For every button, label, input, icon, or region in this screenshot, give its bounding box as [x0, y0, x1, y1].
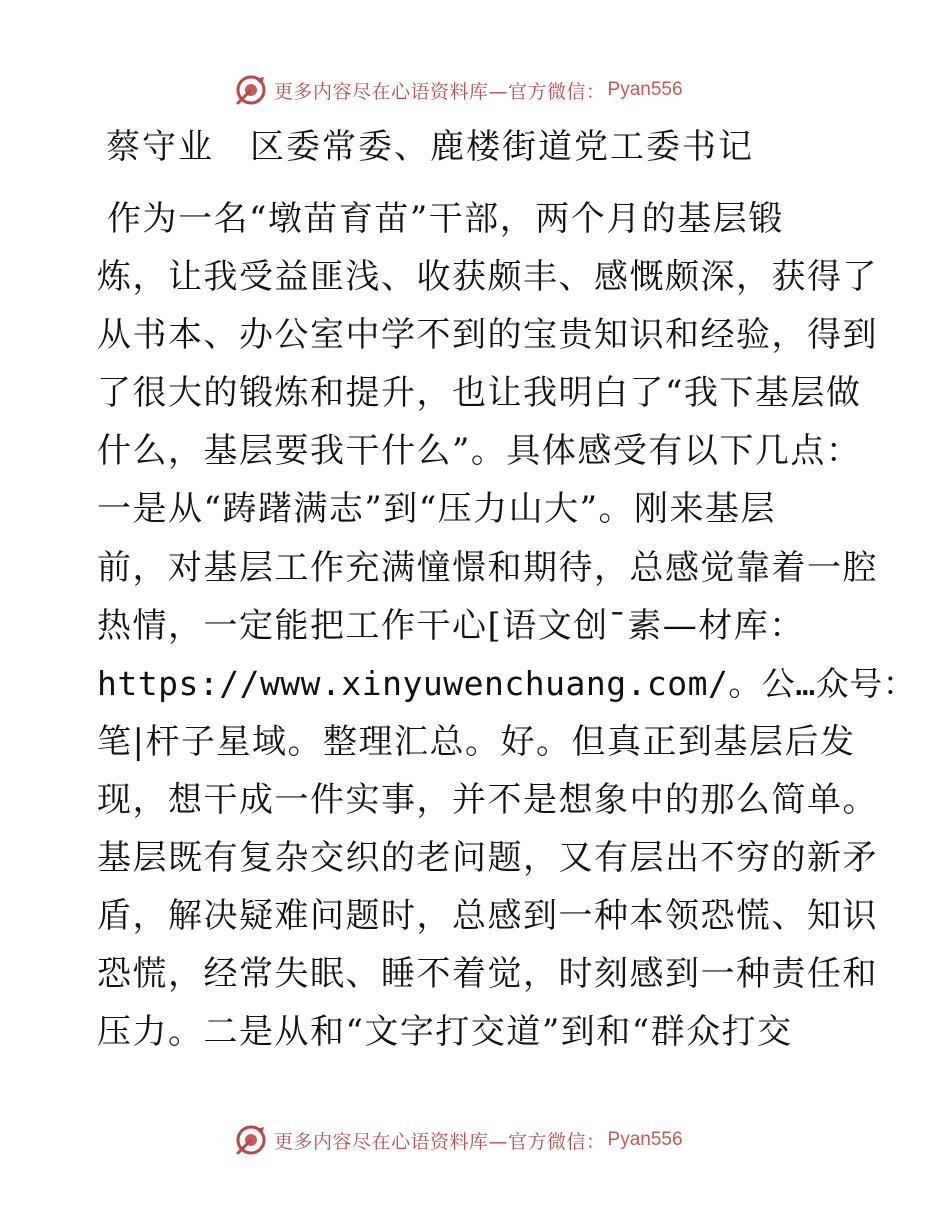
watermark-footer	[234, 1120, 683, 1160]
body-line: 现，想干成一件实事，并不是想象中的那么简单。	[97, 779, 878, 820]
body-line: 压力。二是从和“文字打交道”到和“群众打交	[97, 1012, 793, 1053]
body-line: 热情，一定能把工作干心[语文创¯素—材库：	[97, 605, 805, 646]
article-body	[97, 190, 917, 1061]
body-line: 笔|杆子星域。整理汇总。好。但真正到基层后发	[97, 721, 856, 762]
watermark-wechat-id: Pyan556	[607, 1129, 683, 1150]
watermark-text: 更多内容尽在心语资料库—官方微信：	[274, 80, 606, 103]
brand-logo-icon	[234, 73, 268, 107]
body-line: 了很大的锻炼和提升，也让我明白了“我下基层做	[97, 373, 862, 414]
body-line: 盾，解决疑难问题时，总感到一种本领恐慌、知识	[97, 896, 878, 937]
body-line: 恐慌，经常失眠、睡不着觉，时刻感到一种责任和	[97, 954, 878, 995]
body-line: 炼，让我受益匪浅、收获颇丰、感慨颇深，获得了	[97, 257, 878, 298]
body-line: 作为一名“墩苗育苗”干部，两个月的基层锻	[107, 199, 784, 239]
watermark-wechat-id: Pyan556	[607, 79, 683, 100]
brand-logo-icon	[234, 1123, 268, 1157]
author-title	[106, 124, 754, 170]
body-line: 一是从“踌躇满志”到“压力山大”。刚来基层	[97, 489, 777, 530]
body-line: 什么，基层要我干什么”。具体感受有以下几点：	[97, 431, 862, 472]
body-line: 前，对基层工作充满憧憬和期待，总感觉靠着一腔	[97, 547, 878, 588]
author-position: 区委常委、鹿楼街道党工委书记	[250, 127, 754, 167]
watermark-text: 更多内容尽在心语资料库—官方微信：	[274, 1130, 606, 1153]
author-name: 蔡守业	[106, 127, 214, 167]
body-line: 从书本、办公室中学不到的宝贵知识和经验，得到	[97, 315, 878, 356]
body-line-url: https://www.xinyuwenchuang.com/。公…众号：	[97, 663, 917, 703]
watermark-header	[234, 70, 683, 110]
body-line: 基层既有复杂交织的老问题，又有层出不穷的新矛	[97, 838, 878, 879]
